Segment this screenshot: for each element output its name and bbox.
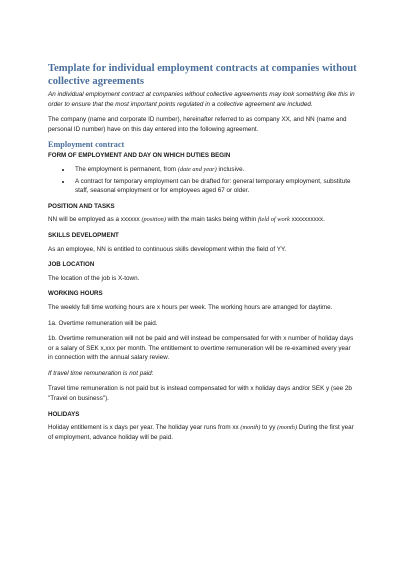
skills-paragraph: As an employee, NN is entitled to continuous skills development within the field of YY. — [48, 245, 287, 253]
month-placeholder: (month) — [240, 424, 261, 432]
list-item: • A contract for temporary employment can be drafted for: general temporary employment, substitute staff, seasonal employment or for employees aged 67 or older. — [72, 177, 357, 196]
employment-form-list — [48, 165, 357, 196]
form-of-employment-heading: FORM OF EMPLOYMENT AND DAY ON WHICH DUTIES BEGIN — [48, 152, 231, 160]
parties-paragraph: The company (name and corporate ID number), hereinafter referred to as company XX, and NN (name and personal ID number) have on this day entered into the following agreement. — [48, 116, 347, 133]
employment-contract-heading: Employment contract — [48, 140, 125, 150]
working-hours-heading: WORKING HOURS — [48, 290, 103, 298]
travel-time-paragraph: Travel time remuneration is not paid but is instead compensated for with x holiday days and/or SEK y (see 2b "Travel on business"). — [48, 385, 352, 403]
position-paragraph: NN will be employed as a xxxxxx (position) with the main tasks being within field of work xxxxxxxxxx. — [48, 216, 325, 224]
overtime-1a-paragraph: 1a. Overtime remuneration will be paid. — [48, 319, 158, 327]
holidays-heading: HOLIDAYS — [48, 410, 80, 418]
document-title: Template for individual employment contracts at companies without collective agreements — [48, 63, 357, 87]
travel-time-heading: If travel time remuneration is not paid: — [48, 369, 154, 377]
date-placeholder: (date and year) — [177, 165, 217, 173]
weekly-hours-paragraph: The weekly full time working hours are x hours per week. The working hours are arranged for daytime. — [48, 303, 333, 311]
job-location-paragraph: The location of the job is X-town. — [48, 274, 140, 282]
month-placeholder: (month) — [277, 424, 298, 432]
field-of-work-placeholder: field of work — [258, 216, 290, 224]
holidays-paragraph: Holiday entitlement is x days per year. The holiday year runs from xx (month) to yy (month) During the first year of employment, advance holiday will be paid. — [48, 424, 354, 441]
job-location-heading: JOB LOCATION — [48, 261, 95, 269]
skills-heading: SKILLS DEVELOPMENT — [48, 231, 119, 239]
overtime-1b-paragraph: 1b. Overtime remuneration will not be paid and will instead be compensated for with x number of holiday days or a salary of SEK x,xxx per month. The entitlement to overtime remuneration will be re-examined every year in connection with the annual salary review. — [48, 335, 354, 362]
intro-paragraph: An individual employment contract at companies without collective agreements may look something like this in order to ensure that the most important points regulated in a collective agreement are included. — [48, 91, 355, 108]
position-placeholder: (position) — [141, 216, 166, 224]
position-heading: POSITION AND TASKS — [48, 202, 115, 210]
list-item: • The employment is permanent, from (date and year) inclusive. — [72, 165, 357, 175]
